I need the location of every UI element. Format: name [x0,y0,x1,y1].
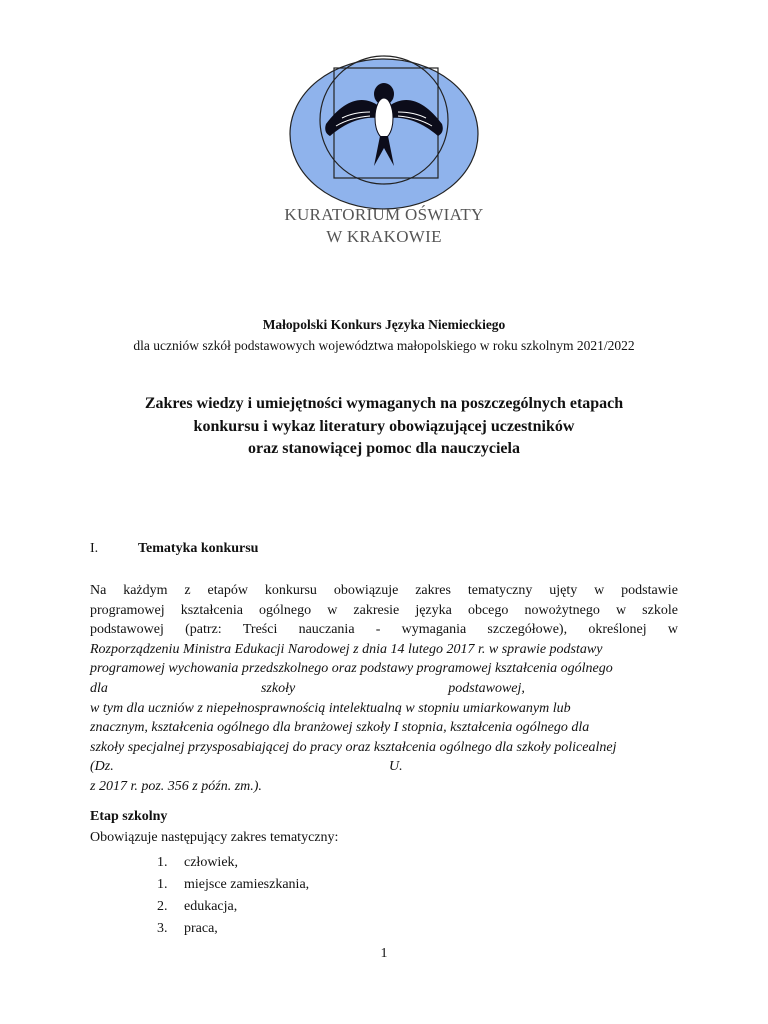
topic-list [157,852,309,940]
paragraph-line [90,581,678,601]
word: podstawowej, [448,680,525,696]
word: (patrz: [185,622,222,638]
title-line-2: konkursu i wykaz literatury obowiązującej uczestników [193,417,575,435]
contest-subtitle: dla uczniów szkół podstawowych województwa małopolskiego w roku szkolnym 2021/2022 [133,338,635,353]
list-text: praca, [184,921,218,936]
list-item [157,874,309,896]
word: z [184,583,191,598]
word: w [327,602,338,618]
word: kształcenia [180,602,243,618]
word: podstawowej [90,622,164,638]
word: Na [90,583,107,598]
document-title [60,393,708,461]
paragraph-line: znacznym, kształcenia ogólnego dla branżowej szkoły I stopnia, kształcenia ogólnego dla [90,720,590,736]
body-paragraph [90,581,678,797]
word: w [615,602,627,618]
word: w [594,583,605,598]
word: w [667,622,678,638]
word: zakres [415,583,451,598]
kuratorium-swallow-logo [284,54,484,214]
paragraph-line: Rozporządzeniu Ministra Edukacji Narodowej z dnia 14 lutego 2017 r. w sprawie podstawy [90,641,603,657]
list-number: 2. [157,899,168,914]
section-heading [90,541,258,557]
word: tematyczny [467,583,533,598]
title-line-1: Zakres wiedzy i umiejętności wymaganych na poszczególnych etapach [144,395,624,412]
paragraph-line [90,757,678,777]
list-text: miejsce zamieszkania, [184,877,310,892]
stage-heading: Etap szkolny [90,809,168,824]
list-number: 1. [157,877,168,892]
word: ujęty [549,583,578,598]
word: - [375,622,381,638]
word: nauczania [298,622,355,638]
word: szkoły [260,680,296,696]
word: U. [389,759,403,775]
section-number: I. [90,541,99,556]
word: zakresie [353,602,400,618]
word: określonej [588,622,647,638]
word: podstawie [621,583,678,598]
list-text: edukacja, [184,899,238,914]
list-number: 3. [157,921,168,936]
list-text: człowiek, [184,855,239,870]
word: języka [415,602,452,618]
word: każdym [123,583,168,598]
word: Treści [242,622,278,638]
word: szczegółowe), [487,622,568,638]
page-number: 1 [380,946,388,961]
word: szkole [642,602,678,618]
contest-name: Małopolski Konkurs Języka Niemieckiego [262,317,506,332]
list-item [157,918,309,940]
paragraph-line: z 2017 r. poz. 356 z późn. zm.). [90,778,262,794]
section-title: Tematyka konkursu [138,541,259,556]
word: obcego [467,602,509,618]
logo-line-1: KURATORIUM OŚWIATY [284,205,484,224]
word: ogólnego [259,602,312,618]
logo-caption [234,204,534,248]
stage-intro: Obowiązuje następujący zakres tematyczny: [90,830,339,845]
paragraph-line [90,601,678,621]
list-number: 1. [157,855,168,870]
paragraph-line [90,620,678,640]
list-item [157,852,309,874]
word: programowej [90,602,165,618]
word: dla [90,680,108,696]
logo-line-2: W KRAKOWIE [326,227,442,246]
word: obowiązuje [333,583,399,598]
word: (Dz. [90,759,114,775]
paragraph-line: programowej wychowania przedszkolnego oraz podstawy programowej kształcenia ogólnego [90,661,613,677]
title-line-3: oraz stanowiącej pomoc dla nauczyciela [248,440,520,457]
paragraph-line: szkoły specjalnej przysposabiającej do pracy oraz kształcenia ogólnego dla szkoły policealnej [90,739,617,755]
word: konkursu [264,583,317,598]
paragraph-line [90,679,678,699]
word: nowożytnego [524,602,600,618]
list-item [157,896,309,918]
paragraph-line: w tym dla uczniów z niepełnosprawnością intelektualną w stopniu umiarkowanym lub [90,700,571,716]
contest-info [60,314,708,356]
word: etapów [207,583,248,598]
word: wymagania [401,622,467,638]
